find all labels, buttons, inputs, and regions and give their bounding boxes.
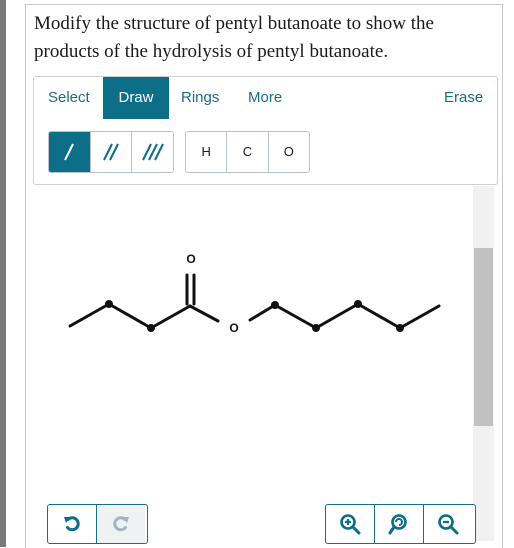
zoom-out-icon (437, 513, 459, 535)
drawing-toolbar (33, 76, 498, 185)
carbon-node[interactable] (105, 300, 113, 308)
question-line-1: Modify the structure of pentyl butanoate to show the (34, 13, 434, 34)
bond[interactable] (250, 305, 275, 320)
atom-h-button[interactable]: H (186, 132, 227, 172)
bond[interactable] (275, 305, 316, 328)
carbonyl-oxygen-label[interactable]: O (186, 252, 196, 266)
single-bond-button[interactable] (49, 132, 91, 172)
zoom-reset-icon (388, 513, 410, 535)
zoom-group (325, 504, 476, 544)
drawing-canvas[interactable] (34, 186, 471, 486)
canvas-scrollbar-thumb[interactable] (474, 248, 493, 426)
carbon-node[interactable] (354, 300, 362, 308)
atom-type-group (185, 131, 310, 173)
double-bond-icon (101, 141, 121, 163)
tab-rings[interactable]: Rings (181, 89, 220, 106)
carbon-node[interactable] (271, 301, 279, 309)
redo-icon (111, 514, 131, 534)
bond[interactable] (70, 304, 109, 326)
bond-type-group (48, 131, 174, 173)
carbon-node[interactable] (396, 324, 404, 332)
undo-button[interactable] (48, 505, 97, 543)
tab-select[interactable]: Select (48, 89, 90, 106)
carbon-node[interactable] (147, 324, 155, 332)
left-rail (0, 0, 6, 547)
ester-oxygen-label[interactable]: O (229, 321, 239, 335)
tab-draw[interactable]: Draw (103, 77, 169, 119)
bond[interactable] (151, 306, 190, 328)
redo-button[interactable] (97, 505, 145, 543)
bond[interactable] (190, 306, 218, 321)
zoom-in-icon (339, 513, 361, 535)
zoom-reset-button[interactable] (375, 505, 424, 543)
zoom-in-button[interactable] (326, 505, 375, 543)
erase-button[interactable]: Erase (444, 89, 484, 106)
question-text (34, 10, 494, 66)
atom-o-button[interactable]: O (283, 144, 294, 159)
triple-bond-icon (141, 141, 165, 163)
undo-icon (62, 514, 82, 534)
molecule-bonds (70, 275, 439, 328)
atom-c-button[interactable]: C (227, 132, 268, 172)
bond[interactable] (358, 304, 400, 328)
bond[interactable] (316, 304, 358, 328)
double-bond-button[interactable] (91, 132, 133, 172)
tab-more[interactable]: More (248, 89, 283, 106)
bond[interactable] (400, 306, 439, 328)
bond[interactable] (109, 304, 151, 328)
history-group (47, 504, 148, 544)
question-line-2: products of the hydrolysis of pentyl butanoate. (34, 41, 389, 62)
triple-bond-button[interactable] (132, 132, 173, 172)
zoom-out-button[interactable] (424, 505, 472, 543)
single-bond-icon (59, 141, 79, 163)
carbon-node[interactable] (312, 324, 320, 332)
